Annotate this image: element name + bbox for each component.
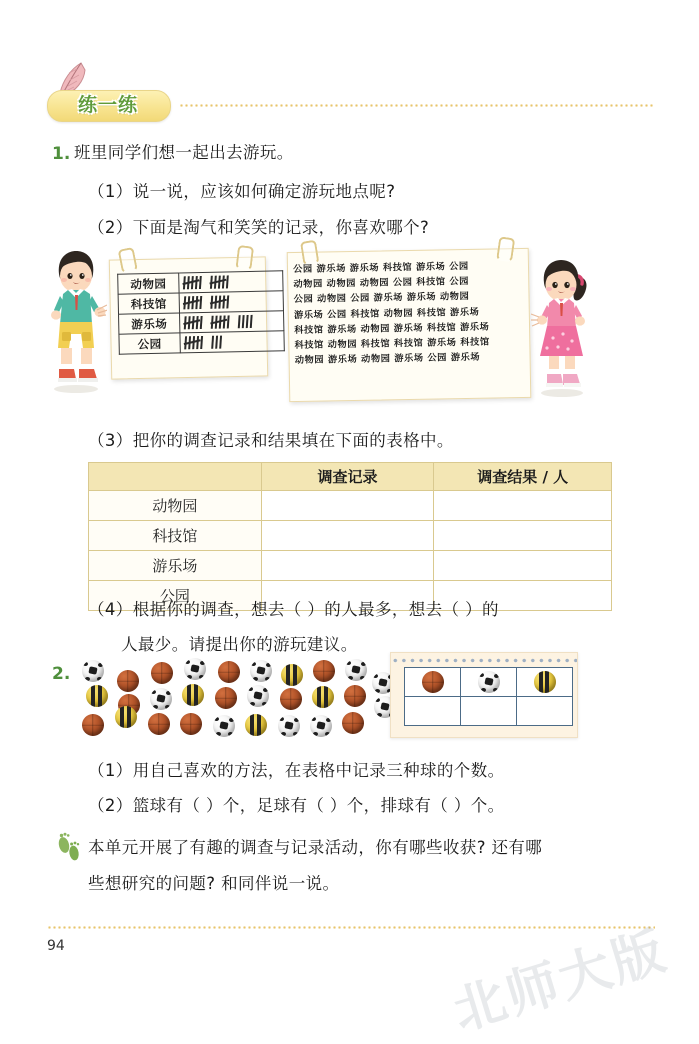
soccer-ball-icon [247, 685, 269, 707]
basketball-icon [180, 713, 202, 735]
basketball-icon [215, 687, 237, 709]
soccer-ball-icon [184, 658, 206, 680]
basketball-icon [148, 713, 170, 735]
survey-record-cell[interactable] [261, 521, 434, 551]
paper-clip-icon [235, 245, 254, 271]
word-line: 游乐场 公园 科技馆 动物园 科技馆 游乐场 [293, 306, 480, 321]
basketball-icon [82, 714, 104, 736]
soccer-ball-icon [250, 660, 272, 682]
volleyball-icon [115, 706, 137, 728]
survey-header-blank [89, 463, 262, 491]
problem-1-number: 1. [52, 144, 71, 164]
word-line: 科技馆 游乐场 动物园 游乐场 科技馆 游乐场 [294, 321, 490, 336]
tally-label: 公园 [119, 333, 180, 354]
ball-tally-answer-row [405, 697, 573, 726]
header-divider [179, 104, 655, 107]
table-row [89, 521, 612, 551]
soccer-ball-icon [213, 715, 235, 737]
soccer-ball-icon [478, 671, 500, 693]
survey-record-cell[interactable] [261, 551, 434, 581]
word-line: 动物园 动物园 动物园 公园 科技馆 公园 [293, 276, 470, 291]
tally-label: 科技馆 [118, 293, 179, 314]
basketball-icon [313, 660, 335, 682]
survey-record-cell[interactable] [261, 491, 434, 521]
basketball-icon [342, 712, 364, 734]
spiral-binding-icon [391, 657, 577, 664]
boy-character-taoqi [45, 248, 107, 394]
survey-table [88, 462, 612, 611]
problem-2-sub-2: （2）篮球有（ ）个，足球有（ ）个，排球有（ ）个。 [88, 796, 505, 815]
soccer-ball-icon [150, 688, 172, 710]
footprints-icon [56, 832, 82, 862]
ball-tally-soccer-answer[interactable] [461, 697, 517, 726]
survey-result-cell[interactable] [434, 521, 612, 551]
publisher-watermark: 北师大版 [446, 920, 675, 1043]
survey-row-label: 游乐场 [89, 551, 262, 581]
survey-header-result: 调查结果 / 人 [434, 463, 612, 491]
soccer-ball-icon [82, 660, 104, 682]
page-number: 94 [47, 938, 65, 954]
tally-row [119, 331, 284, 354]
problem-2-sub-1: （1）用自己喜欢的方法，在表格中记录三种球的个数。 [88, 761, 505, 780]
practice-badge-label: 练一练 [77, 93, 138, 116]
basketball-icon [344, 685, 366, 707]
tally-marks [179, 291, 283, 313]
ball-collection [82, 658, 382, 746]
volleyball-icon [245, 714, 267, 736]
survey-result-cell[interactable] [434, 491, 612, 521]
survey-table-head [89, 463, 612, 491]
volleyball-icon [182, 684, 204, 706]
volleyball-icon [312, 686, 334, 708]
tally-table [117, 270, 285, 354]
tally-marks [180, 331, 284, 353]
soccer-ball-icon [278, 715, 300, 737]
survey-result-cell[interactable] [434, 551, 612, 581]
problem-1-stem: 班里同学们想一起出去游玩。 [74, 143, 294, 162]
footer-divider [47, 926, 655, 929]
reflection-line-2: 些想研究的问题? 和同伴说一说。 [88, 874, 340, 893]
paper-clip-icon [118, 247, 138, 274]
basketball-icon [280, 688, 302, 710]
basketball-icon [422, 671, 444, 693]
survey-row-label: 公园 [89, 581, 262, 611]
tally-marks [180, 311, 284, 333]
tally-table-body [118, 271, 285, 354]
ball-tally-basketball-cell [405, 668, 461, 697]
basketball-icon [117, 670, 139, 692]
soccer-ball-icon [310, 715, 332, 737]
ball-tally-table [404, 667, 573, 726]
survey-table-body [89, 491, 612, 611]
ball-tally-body [405, 668, 573, 726]
problem-1-sub-4-line-1: （4）根据你的调查，想去（ ）的人最多，想去（ ）的 [88, 600, 499, 619]
ball-tally-volleyball-answer[interactable] [517, 697, 573, 726]
word-line: 科技馆 动物园 科技馆 科技馆 游乐场 科技馆 [294, 336, 490, 351]
volleyball-icon [534, 671, 556, 693]
word-line: 公园 游乐场 游乐场 科技馆 游乐场 公园 [293, 260, 469, 275]
problem-1-sub-4-line-2: 人最少。请提出你的游玩建议。 [121, 635, 358, 654]
word-line: 公园 动物园 公园 游乐场 游乐场 动物园 [293, 291, 470, 306]
survey-header-row [89, 463, 612, 491]
tally-marks [179, 271, 283, 293]
table-row [89, 551, 612, 581]
problem-1-sub-3: （3）把你的调查记录和结果填在下面的表格中。 [88, 431, 454, 450]
basketball-icon [218, 661, 240, 683]
problem-1-sub-2: （2）下面是淘气和笑笑的记录，你喜欢哪个? [88, 218, 430, 237]
word-record-list [293, 258, 523, 368]
volleyball-icon [86, 685, 108, 707]
survey-row-label: 科技馆 [89, 521, 262, 551]
girl-character-xiaoxiao [531, 256, 593, 398]
ball-tally-volleyball-cell [517, 668, 573, 697]
ball-tally-soccer-cell [461, 668, 517, 697]
basketball-icon [151, 662, 173, 684]
problem-2-number: 2. [52, 664, 71, 684]
word-line: 动物园 游乐场 动物园 游乐场 公园 游乐场 [294, 351, 481, 367]
survey-row-label: 动物园 [89, 491, 262, 521]
problem-1-sub-1: （1）说一说，应该如何确定游玩地点呢? [88, 182, 396, 201]
tally-label: 游乐场 [119, 313, 180, 334]
reflection-line-1: 本单元开展了有趣的调查与记录活动，你有哪些收获? 还有哪 [88, 838, 543, 857]
ball-tally-header-row [405, 668, 573, 697]
survey-header-record: 调查记录 [261, 463, 434, 491]
soccer-ball-icon [345, 659, 367, 681]
tally-label: 动物园 [118, 273, 179, 294]
section-header [47, 88, 655, 122]
ball-tally-basketball-answer[interactable] [405, 697, 461, 726]
table-row [89, 491, 612, 521]
volleyball-icon [281, 664, 303, 686]
